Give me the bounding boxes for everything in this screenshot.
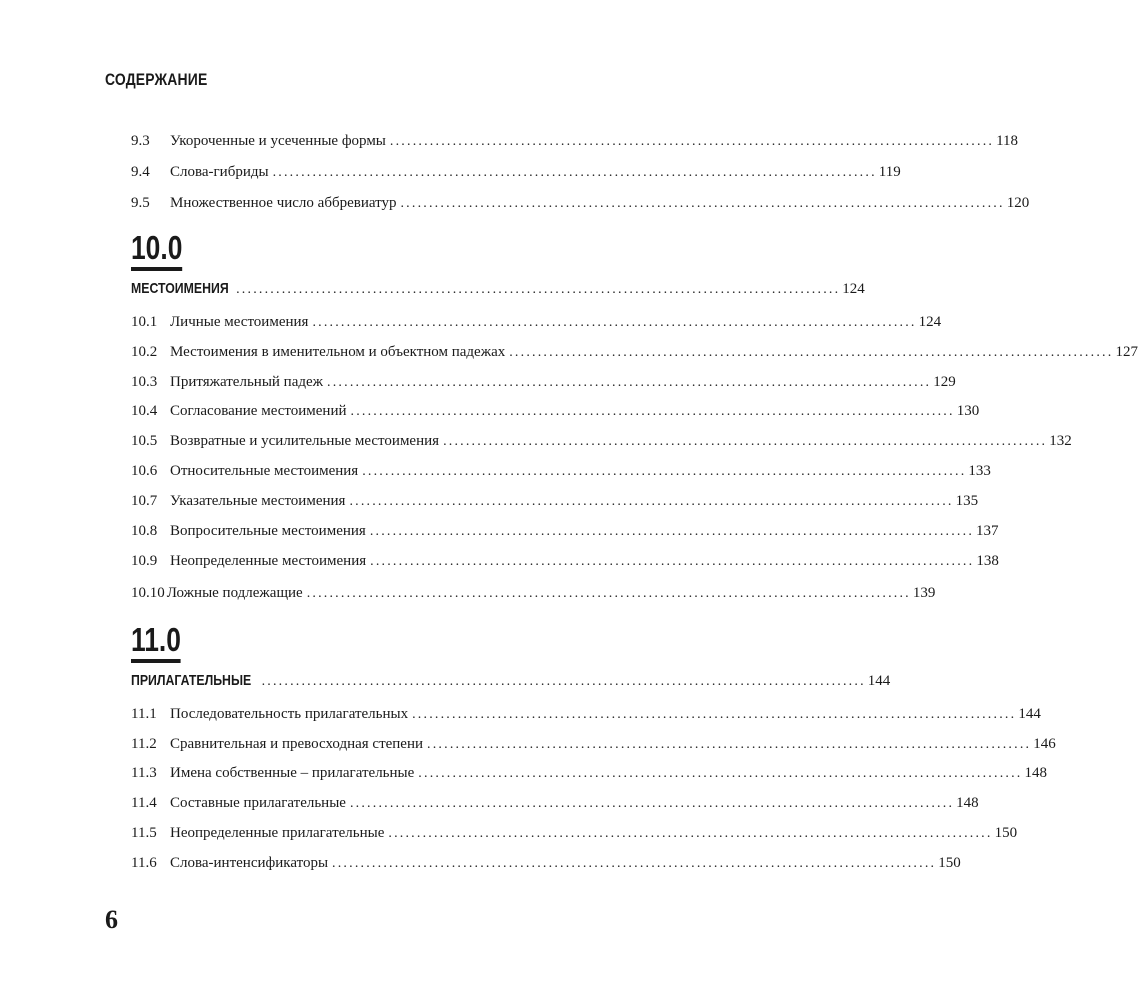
- toc-entry-10-3[interactable]: [131, 371, 956, 393]
- page-header-title: СОДЕРЖАНИЕ: [105, 70, 208, 89]
- entry-number: 11.5: [131, 825, 157, 841]
- entry-page: 137: [976, 523, 999, 539]
- leader-dots: ..........................................................................................................: [327, 375, 932, 390]
- leader-dots: ..........................................................................................................: [332, 856, 937, 871]
- leader-dots: ..........................................................................................................: [389, 134, 995, 149]
- entry-title: Укороченные и усеченные формы: [170, 133, 386, 149]
- entry-page: 148: [1024, 765, 1047, 781]
- chapter-title: МЕСТОИМЕНИЯ: [131, 280, 229, 297]
- entry-number: 11.4: [131, 795, 157, 811]
- entry-title: Ложные подлежащие: [166, 585, 303, 601]
- toc-chapter-11[interactable]: [131, 670, 891, 692]
- entry-number: 10.9: [131, 553, 158, 569]
- leader-dots: ..........................................................................................................: [349, 796, 955, 811]
- entry-number: 9.5: [131, 195, 150, 211]
- entry-title: Слова-интенсификаторы: [170, 855, 329, 871]
- entry-title: Неопределенные прилагательные: [170, 825, 385, 841]
- leader-dots: ..........................................................................................................: [236, 282, 841, 297]
- entry-title: Вопросительные местоимения: [170, 523, 366, 539]
- toc-entry-10-6[interactable]: [131, 460, 991, 482]
- toc-entry-10-2[interactable]: [131, 341, 1138, 363]
- leader-dots: ..........................................................................................................: [370, 554, 975, 569]
- entry-number: 11.3: [131, 765, 157, 781]
- entry-page: 150: [994, 825, 1018, 841]
- leader-dots: ..........................................................................................................: [400, 196, 1005, 211]
- leader-dots: ..........................................................................................................: [312, 315, 917, 330]
- leader-dots: ..........................................................................................................: [349, 494, 954, 509]
- toc-entry-10-8[interactable]: [131, 520, 999, 542]
- entry-page: 124: [918, 314, 942, 330]
- toc-entry-10-1[interactable]: [131, 311, 942, 333]
- toc-entry-10-7[interactable]: [131, 490, 979, 512]
- entry-number: 10.5: [131, 433, 158, 449]
- entry-page: 127: [1115, 344, 1138, 360]
- entry-page: 130: [956, 403, 980, 419]
- leader-dots: ..........................................................................................................: [306, 586, 911, 601]
- entry-page: 146: [1033, 736, 1056, 752]
- entry-page: 132: [1049, 433, 1072, 449]
- toc-entry-10-9[interactable]: [131, 550, 999, 572]
- toc-entry-10-10[interactable]: [131, 582, 936, 604]
- entry-title: Последовательность прилагательных: [170, 706, 409, 722]
- entry-page: 148: [956, 795, 979, 811]
- entry-number: 10.10: [131, 585, 165, 601]
- leader-dots: ..........................................................................................................: [388, 826, 993, 841]
- entry-title: Имена собственные – прилагательные: [170, 765, 415, 781]
- toc-entry-11-4[interactable]: [131, 792, 979, 814]
- chapter-number-10: 10.0: [131, 230, 182, 271]
- entry-title: Слова-гибриды: [170, 164, 269, 180]
- entry-page: 118: [996, 133, 1019, 149]
- toc-entry-10-4[interactable]: [131, 400, 980, 422]
- entry-number: 10.2: [131, 344, 158, 360]
- entry-title: Неопределенные местоимения: [170, 553, 367, 569]
- entry-page: 135: [955, 493, 979, 509]
- toc-entry-11-1[interactable]: [131, 703, 1041, 725]
- leader-dots: ..........................................................................................................: [412, 707, 1017, 722]
- leader-dots: ..........................................................................................................: [350, 404, 955, 419]
- chapter-title: ПРИЛАГАТЕЛЬНЫЕ: [131, 672, 252, 689]
- page-number: 6: [105, 905, 118, 934]
- entry-number: 11.6: [131, 855, 157, 871]
- entry-number: 10.6: [131, 463, 158, 479]
- toc-entry-11-6[interactable]: [131, 852, 961, 874]
- entry-number: 9.3: [131, 133, 150, 149]
- leader-dots: ..........................................................................................................: [509, 345, 1114, 360]
- entry-page: 144: [1018, 706, 1041, 722]
- entry-number: 10.3: [131, 374, 158, 390]
- entry-number: 10.4: [131, 403, 158, 419]
- toc-entry-10-5[interactable]: [131, 430, 1072, 452]
- toc-entry-11-5[interactable]: [131, 822, 1018, 844]
- entry-title: Относительные местоимения: [170, 463, 359, 479]
- chapter-page: 144: [867, 673, 891, 689]
- entry-page: 133: [968, 463, 991, 479]
- entry-title: Указательные местоимения: [170, 493, 346, 509]
- leader-dots: ..........................................................................................................: [443, 434, 1048, 449]
- entry-title: Личные местоимения: [170, 314, 309, 330]
- leader-dots: ..........................................................................................................: [362, 464, 967, 479]
- toc-entry-11-3[interactable]: [131, 762, 1047, 784]
- entry-number: 9.4: [131, 164, 150, 180]
- entry-page: 150: [938, 855, 961, 871]
- leader-dots: ..........................................................................................................: [369, 524, 975, 539]
- toc-entry-9-5[interactable]: [131, 192, 1030, 214]
- entry-page: 120: [1006, 195, 1030, 211]
- toc-entry-9-4[interactable]: [131, 161, 901, 183]
- entry-title: Притяжательный падеж: [170, 374, 324, 390]
- entry-title: Согласование местоимений: [170, 403, 347, 419]
- toc-entry-11-2[interactable]: [131, 733, 1056, 755]
- entry-page: 129: [933, 374, 956, 390]
- entry-number: 10.7: [131, 493, 158, 509]
- toc-entry-9-3[interactable]: [131, 130, 1019, 152]
- entry-page: 138: [976, 553, 999, 569]
- entry-title: Множественное число аббревиатур: [170, 195, 397, 211]
- entry-number: 10.1: [131, 314, 158, 330]
- leader-dots: ..........................................................................................................: [427, 737, 1032, 752]
- entry-number: 11.2: [131, 736, 157, 752]
- entry-title: Составные прилагательные: [170, 795, 346, 811]
- chapter-page: 124: [842, 281, 865, 297]
- entry-title: Сравнительная и превосходная степени: [170, 736, 424, 752]
- entry-page: 139: [912, 585, 936, 601]
- entry-number: 11.1: [131, 706, 157, 722]
- chapter-number-11: 11.0: [131, 622, 181, 663]
- toc-chapter-10[interactable]: [131, 278, 865, 300]
- entry-title: Местоимения в именительном и объектном падежах: [170, 344, 506, 360]
- entry-title: Возвратные и усилительные местоимения: [170, 433, 440, 449]
- leader-dots: ..........................................................................................................: [272, 165, 877, 180]
- entry-page: 119: [878, 164, 901, 180]
- leader-dots: ..........................................................................................................: [418, 766, 1023, 781]
- leader-dots: ..........................................................................................................: [261, 674, 866, 689]
- entry-number: 10.8: [131, 523, 158, 539]
